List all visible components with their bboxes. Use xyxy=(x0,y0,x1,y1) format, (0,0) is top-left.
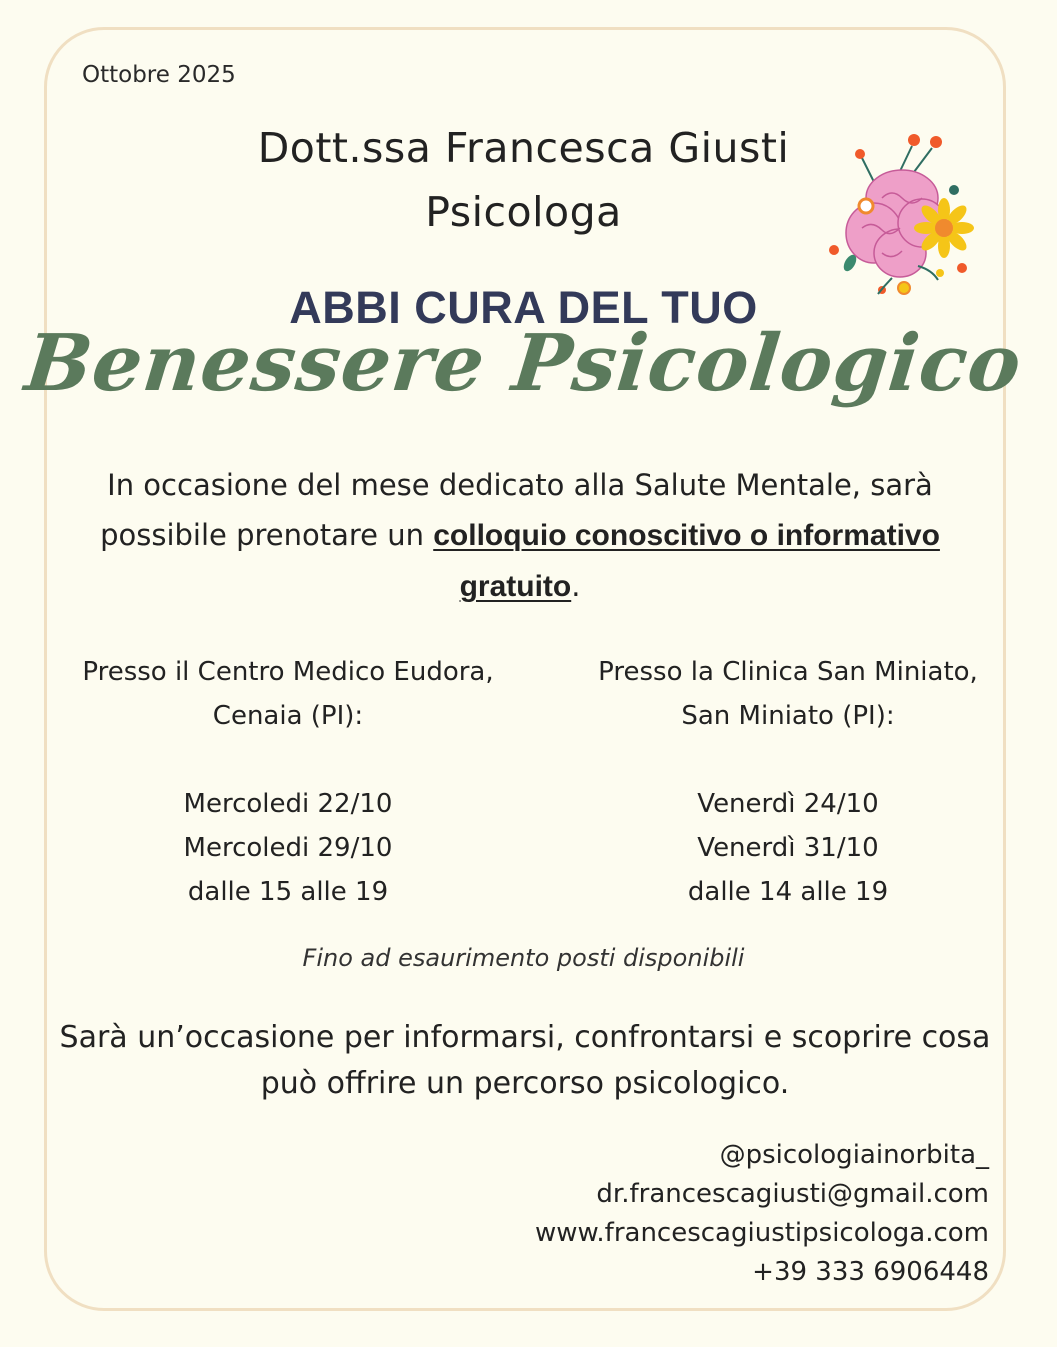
date-label: Ottobre 2025 xyxy=(82,62,236,88)
location-eudora xyxy=(48,650,528,914)
email-link[interactable]: dr.francescagiusti@gmail.com xyxy=(596,1179,989,1209)
location-date: Mercoledi 29/10 xyxy=(183,833,393,863)
intro-paragraph xyxy=(60,460,980,612)
website-link[interactable]: www.francescagiustipsicologa.com xyxy=(535,1218,989,1248)
intro-highlight: colloquio conoscitivo o informativo gratuito xyxy=(433,519,940,603)
closing-paragraph: Sarà un’occasione per informarsi, confrontarsi e scoprire cosa può offrire un percorso psicologico. xyxy=(59,1020,991,1101)
location-hours: dalle 14 alle 19 xyxy=(687,877,889,907)
doctor-name: Dott.ssa Francesca Giusti xyxy=(257,124,790,172)
location-name: Presso il Centro Medico Eudora, xyxy=(82,657,494,687)
phone-number[interactable]: +39 333 6906448 xyxy=(752,1257,989,1287)
intro-text-end: . xyxy=(571,569,581,603)
location-hours: dalle 15 alle 19 xyxy=(187,877,389,907)
location-date: Venerdì 24/10 xyxy=(697,789,879,819)
location-place: Cenaia (PI): xyxy=(212,701,364,731)
location-date: Mercoledi 22/10 xyxy=(183,789,393,819)
brain-with-flowers-icon xyxy=(822,128,982,308)
heading-script: Benessere Psicologico xyxy=(21,318,1026,409)
heading-top: ABBI CURA DEL TUO xyxy=(289,282,758,333)
location-place: San Miniato (PI): xyxy=(681,701,895,731)
location-name: Presso la Clinica San Miniato, xyxy=(598,657,978,687)
location-san-miniato xyxy=(548,650,1028,914)
intro-text: In occasione del mese dedicato alla Salute Mentale, sarà possibile prenotare un xyxy=(100,468,933,552)
instagram-handle[interactable]: @psicologiainorbita_ xyxy=(719,1140,989,1170)
doctor-title: Psicologa xyxy=(425,188,622,236)
location-date: Venerdì 31/10 xyxy=(697,833,879,863)
contacts-block xyxy=(535,1136,989,1292)
availability-note: Fino ad esaurimento posti disponibili xyxy=(302,944,745,972)
